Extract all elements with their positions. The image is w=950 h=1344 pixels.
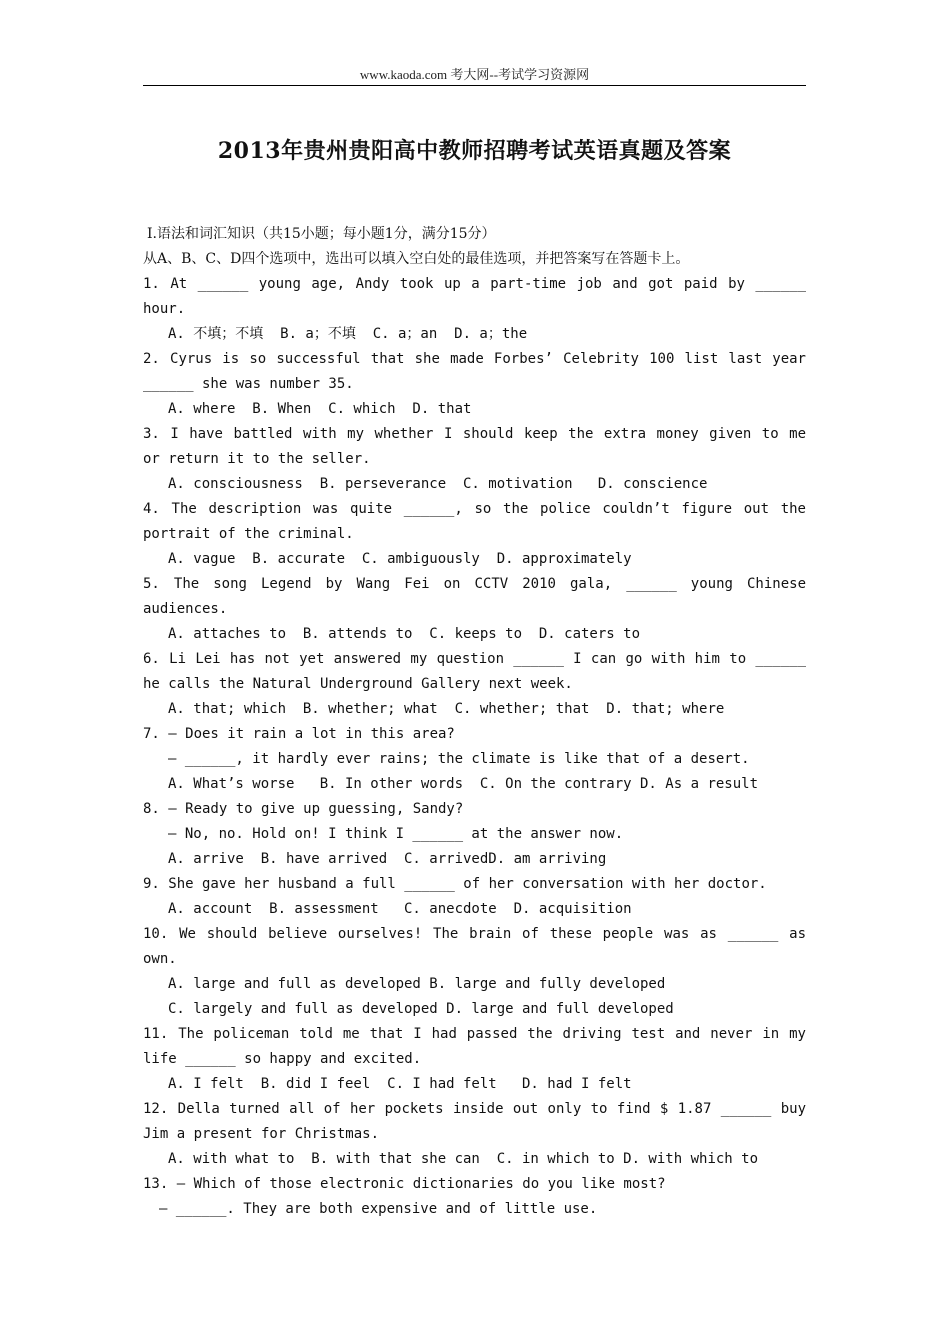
question-2-line-1: 2. Cyrus is so successful that she made Forbes’ Celebrity 100 list last year xyxy=(143,351,806,367)
question-10-line-2: own. xyxy=(143,951,177,967)
question-6-line-2: he calls the Natural Underground Gallery next week. xyxy=(143,676,573,692)
question-7-options: A. What’s worse B. In other words C. On the contrary D. As a result xyxy=(168,776,759,792)
exam-content xyxy=(143,222,806,1222)
question-9-line-1: 9. She gave her husband a full ______ of her conversation with her doctor. xyxy=(143,876,767,892)
question-4-line-1: 4. The description was quite ______, so the police couldn’t figure out the xyxy=(143,501,806,517)
question-1-options: A. 不填；不填 B. a；不填 C. a；an D. a；the xyxy=(168,326,528,342)
question-3-options: A. consciousness B. perseverance C. motivation D. conscience xyxy=(168,476,708,492)
question-11-options: A. I felt B. did I feel C. I had felt D. had I felt xyxy=(168,1076,632,1092)
question-7-line-2: — ______, it hardly ever rains; the climate is like that of a desert. xyxy=(168,751,750,767)
question-12-line-2: Jim a present for Christmas. xyxy=(143,1126,380,1142)
question-2-options: A. where B. When C. which D. that xyxy=(168,401,472,417)
question-1-line-1: 1. At ______ young age, Andy took up a part-time job and got paid by ______ xyxy=(143,276,806,292)
question-1-line-2: hour. xyxy=(143,301,186,317)
question-3-line-1: 3. I have battled with my whether I should keep the extra money given to me xyxy=(143,426,806,442)
question-9-options: A. account B. assessment C. anecdote D. acquisition xyxy=(168,901,632,917)
question-8-line-2: — No, no. Hold on! I think I ______ at the answer now. xyxy=(168,826,624,842)
question-5-line-2: audiences. xyxy=(143,601,228,617)
question-8-options: A. arrive B. have arrived C. arrivedD. am arriving xyxy=(168,851,607,867)
question-13-line-2: — ______. They are both expensive and of little use. xyxy=(159,1201,598,1217)
question-10-options-ab: A. large and full as developed B. large and fully developed xyxy=(168,976,666,992)
question-3-line-2: or return it to the seller. xyxy=(143,451,371,467)
question-2-line-2: ______ she was number 35. xyxy=(143,376,354,392)
question-4-options: A. vague B. accurate C. ambiguously D. approximately xyxy=(168,551,632,567)
question-4-line-2: portrait of the criminal. xyxy=(143,526,354,542)
question-13-line-1: 13. — Which of those electronic dictionaries do you like most? xyxy=(143,1176,666,1192)
question-10-options-cd: C. largely and full as developed D. large and full developed xyxy=(168,1001,674,1017)
question-6-options: A. that; which B. whether; what C. whether; that D. that; where xyxy=(168,701,725,717)
question-6-line-1: 6. Li Lei has not yet answered my question ______ I can go with him to ______ xyxy=(143,651,806,667)
question-12-options: A. with what to B. with that she can C. in which to D. with which to xyxy=(168,1151,759,1167)
question-7-line-1: 7. — Does it rain a lot in this area? xyxy=(143,726,455,742)
page-header: www.kaoda.com 考大网--考试学习资源网 xyxy=(359,67,590,82)
question-11-line-2: life ______ so happy and excited. xyxy=(143,1051,422,1067)
question-8-line-1: 8. — Ready to give up guessing, Sandy? xyxy=(143,801,464,817)
document-title: 2013年贵州贵阳高中教师招聘考试英语真题及答案 xyxy=(217,138,732,164)
section-heading: Ⅰ.语法和词汇知识（共15小题；每小题1分，满分15分） xyxy=(147,226,496,242)
question-10-line-1: 10. We should believe ourselves! The brain of these people was as ______ as xyxy=(143,926,806,942)
question-11-line-1: 11. The policeman told me that I had passed the driving test and never in my xyxy=(143,1026,806,1042)
question-12-line-1: 12. Della turned all of her pockets inside out only to find $ 1.87 ______ buy xyxy=(143,1101,806,1117)
question-5-line-1: 5. The song Legend by Wang Fei on CCTV 2010 gala, ______ young Chinese xyxy=(143,576,806,592)
header-divider xyxy=(143,85,806,86)
section-instruction: 从A、B、C、D四个选项中，选出可以填入空白处的最佳选项，并把答案写在答题卡上。 xyxy=(143,251,690,267)
question-5-options: A. attaches to B. attends to C. keeps to D. caters to xyxy=(168,626,641,642)
